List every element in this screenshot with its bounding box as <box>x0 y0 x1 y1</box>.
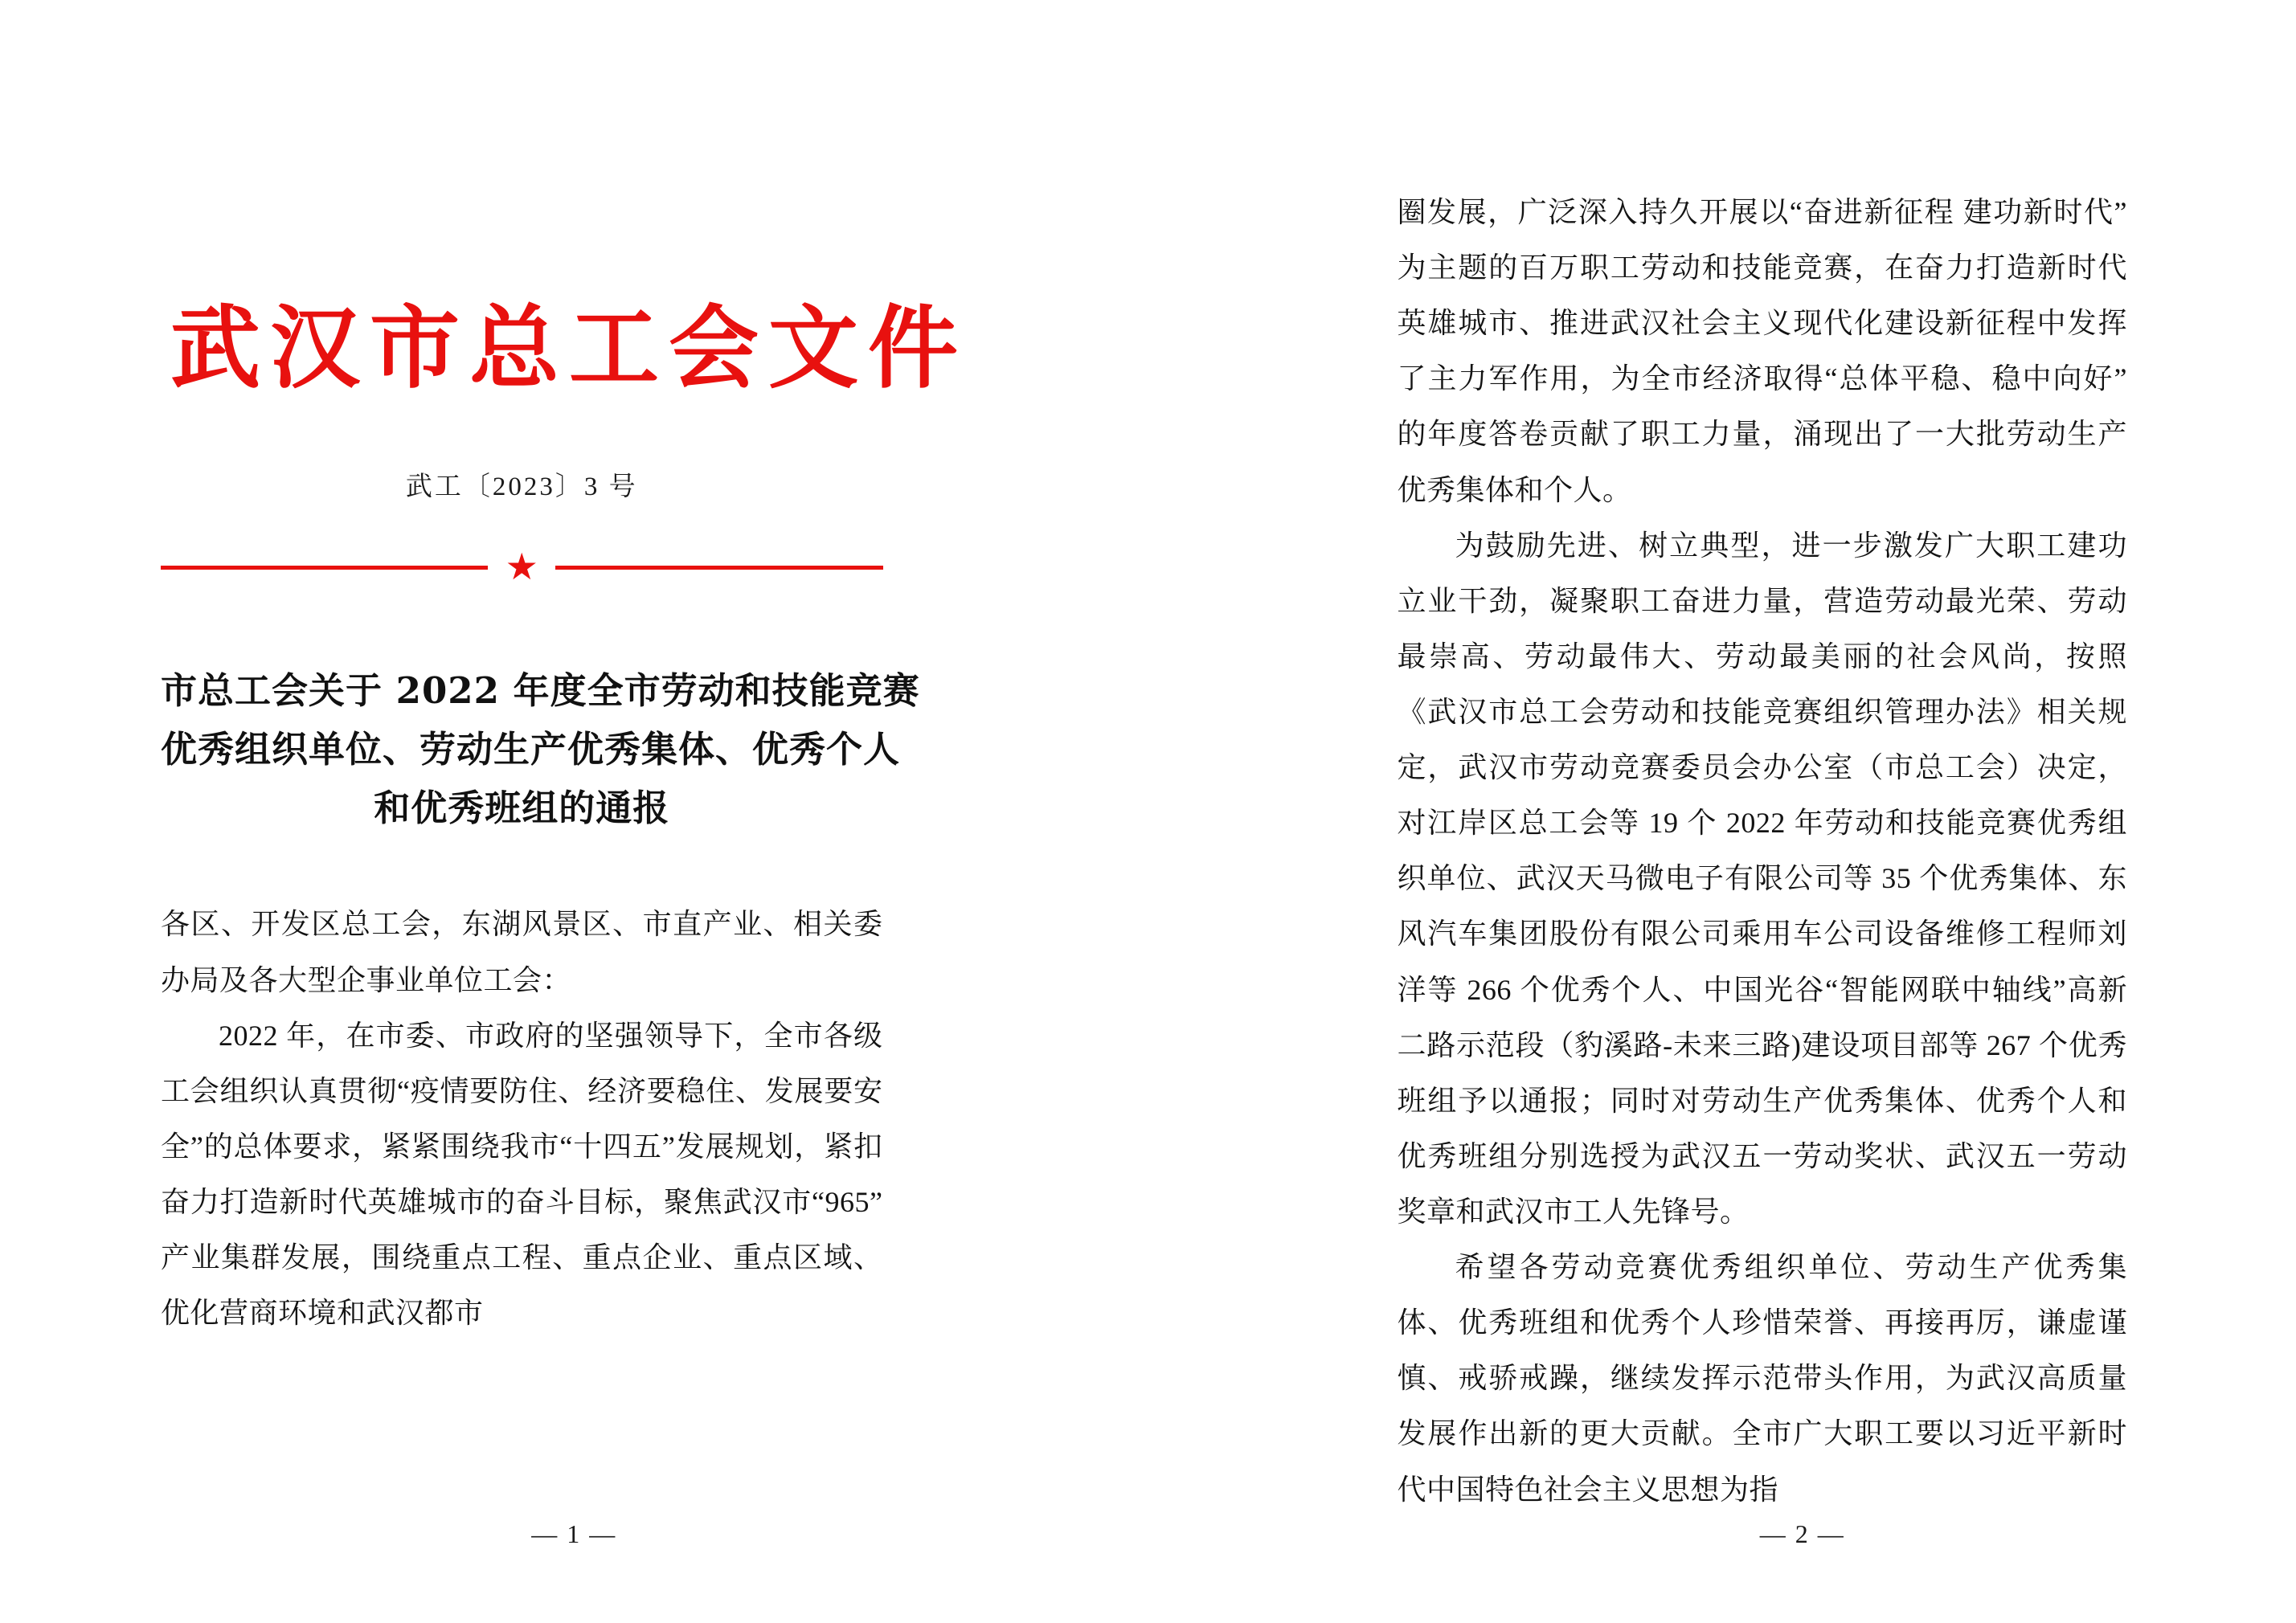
document-title-line-3: 和优秀班组的通报 <box>374 786 670 829</box>
masthead-title: 武汉市总工会文件 <box>170 296 968 401</box>
left-page-body <box>161 897 883 1341</box>
document-title-line-2: 优秀组织单位、劳动生产优秀集体、优秀个人 <box>161 727 901 771</box>
red-star-icon: ★ <box>505 546 538 587</box>
body-paragraph: 圈发展，广泛深入持久开展以“奋进新征程 建功新时代”为主题的百万职工劳动和技能竞赛，在奋力打造新时代英雄城市、推进武汉社会主义现代化建设新征程中发挥了主力军作用，为全市经济取得“总体平稳、稳中向好”的年度答卷贡献了职工力量，涌现出了一大批劳动生产优秀集体和个人。 <box>1397 196 2127 506</box>
document-title-line-1: 市总工会关于 2022 年度全市劳动和技能竞赛 <box>161 668 920 712</box>
page-number-right: — 2 — <box>1759 1519 1845 1548</box>
right-page-body <box>1398 185 2128 1518</box>
body-paragraph: 2022 年，在市委、市政府的坚强领导下，全市各级工会组织认真贯彻“疫情要防住、经济要稳住、发展要安全”的总体要求，紧紧围绕我市“十四五”发展规划，紧扣奋力打造新时代英雄城市的奋斗目标，聚焦武汉市“965”产业集群发展，围绕重点工程、重点企业、重点区域、优化营商环境和武汉都市 <box>161 1019 883 1330</box>
body-paragraph: 希望各劳动竞赛优秀组织单位、劳动生产优秀集体、优秀班组和优秀个人珍惜荣誉、再接再厉，谦虚谨慎、戒骄戒躁，继续发挥示范带头作用，为武汉高质量发展作出新的更大贡献。全市广大职工要以习近平新时代中国特色社会主义思想为指 <box>1397 1251 2127 1506</box>
salutation-paragraph: 各区、开发区总工会，东湖风景区、市直产业、相关委办局及各大型企事业单位工会： <box>161 908 883 996</box>
red-rule-right-segment <box>555 566 882 570</box>
red-rule-left-segment <box>161 566 488 570</box>
body-paragraph: 为鼓励先进、树立典型，进一步激发广大职工建功立业干劲，凝聚职工奋进力量，营造劳动最光荣、劳动最崇高、劳动最伟大、劳动最美丽的社会风尚，按照《武汉市总工会劳动和技能竞赛组织管理办法》相关规定，武汉市劳动竞赛委员会办公室（市总工会）决定，对江岸区总工会等 19 个 2022 年劳动和技能竞赛优秀组织单位、武汉天马微电子有限公司等 35 个优秀集体、东风汽车集团股份有限公司乘用车公司设备维修工程师刘洋等 266 个优秀个人、中国光谷“智能网联中轴线”高新二路示范段（豹溪路-未来三路)建设项目部等 267 个优秀班组予以通报；同时对劳动生产优秀集体、优秀个人和优秀班组分别选授为武汉五一劳动奖状、武汉五一劳动奖章和武汉市工人先锋号。 <box>1397 529 2127 1228</box>
page-number-left: — 1 — <box>531 1519 617 1548</box>
document-number: 武工〔2023〕3 号 <box>405 472 638 501</box>
document-title <box>161 662 920 838</box>
document-page-right <box>1148 0 2296 1623</box>
masthead <box>161 296 968 401</box>
red-divider-rule <box>161 546 883 587</box>
